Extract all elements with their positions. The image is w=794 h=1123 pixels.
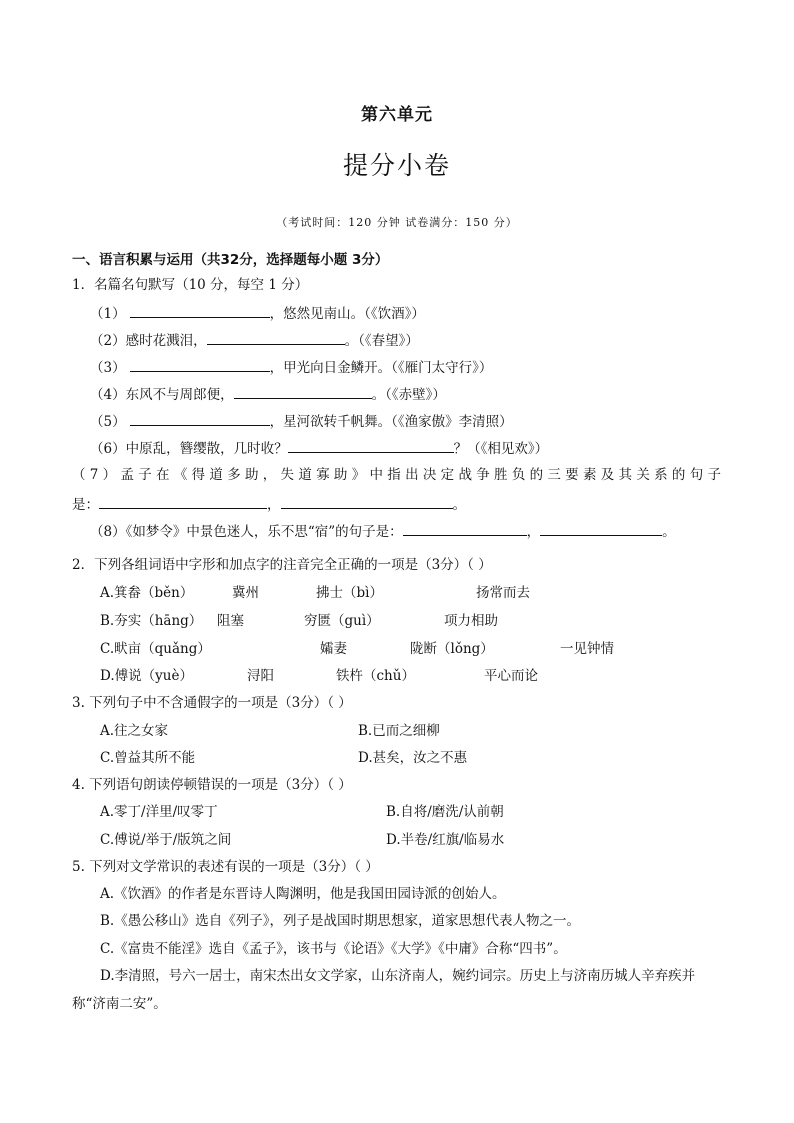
q5-option-a[interactable]: A.《饮酒》的作者是东晋诗人陶渊明，他是我国田园诗派的创始人。	[100, 886, 506, 902]
q2-word: 拂士（bì）	[316, 585, 383, 601]
item-text: 。	[452, 497, 466, 513]
item-text: 是：	[72, 497, 99, 513]
q2-word: 一见钟情	[560, 641, 614, 657]
answer-blank[interactable]	[130, 411, 270, 426]
answer-blank[interactable]	[540, 521, 662, 536]
q4-stem: 4. 下列语句朗读停顿错误的一项是（3分）（ ）	[72, 777, 352, 793]
item-text: （8）《如梦令》中景色迷人，乐不思“宿”的句子是：	[90, 524, 403, 540]
item-number: （5）	[90, 414, 126, 430]
item-text: ，	[267, 497, 281, 513]
answer-blank[interactable]	[130, 357, 270, 372]
q1-stem: 1．名篇名句默写（10 分，每空 1 分）	[72, 277, 309, 293]
q3-option-b[interactable]: B.已而之细柳	[358, 723, 440, 739]
q1-item-5	[90, 411, 513, 431]
q2-word: 阻塞	[217, 613, 244, 629]
item-text: 。	[662, 524, 676, 540]
page-title: 提分小卷	[342, 151, 451, 180]
section-heading: 一、语言积累与运用（共32分，选择题每小题 3分）	[72, 252, 389, 268]
q2-option-d[interactable]: D.傅说（yuè）	[100, 668, 193, 684]
q4-option-d[interactable]: D.半卷/红旗/临易水	[386, 832, 505, 848]
q1-item-1	[90, 303, 425, 323]
item-text: ？（《相见欢》）	[453, 441, 549, 457]
answer-blank[interactable]	[234, 384, 372, 399]
q2-option-c[interactable]: C.畎亩（quǎng）	[100, 641, 211, 657]
item-text: ，	[526, 524, 541, 540]
answer-blank[interactable]	[130, 303, 270, 318]
q2-stem: 2．下列各组词语中字形和加点字的注音完全正确的一项是（3分）（ ）	[72, 557, 492, 573]
item-number: （6）	[90, 441, 126, 457]
q5-option-b[interactable]: B.《愚公移山》选自《列子》，列子是战国时期思想家，道家思想代表人物之一。	[100, 913, 580, 929]
item-number: （2）	[90, 333, 126, 349]
q3-option-a[interactable]: A.往之女家	[100, 723, 169, 739]
unit-title: 第六单元	[361, 105, 433, 125]
q4-option-b[interactable]: B.自将/磨洗/认前朝	[386, 804, 504, 820]
q5-option-d-continued: 称“济南二安”。	[72, 996, 167, 1012]
item-number: （4）	[90, 387, 126, 403]
q4-option-a[interactable]: A.零丁/洋里/叹零丁	[100, 804, 218, 820]
item-text: ，悠然见南山。（《饮酒》）	[269, 306, 425, 322]
q2-word: 穷匮（guì）	[304, 613, 380, 629]
item-text: 。（《赤壁》）	[371, 387, 446, 403]
item-text: ，甲光向日金鳞开。（《雁门太守行》）	[269, 360, 493, 376]
q1-item-8	[90, 521, 676, 541]
item-text: ，星河欲转千帆舞。（《渔家傲》李清照）	[269, 414, 513, 430]
item-text: 东风不与周郎便，	[125, 387, 234, 403]
q3-option-d[interactable]: D.甚矣，汝之不惠	[358, 750, 468, 766]
q5-stem: 5. 下列对文学常识的表述有误的一项是（3分）（ ）	[72, 859, 379, 875]
q2-word: 扬常而去	[476, 585, 530, 601]
q1-item-3	[90, 357, 492, 377]
q2-word: 冀州	[232, 585, 259, 601]
item-number: （1）	[90, 306, 126, 322]
q2-word: 浔阳	[247, 668, 274, 684]
answer-blank[interactable]	[288, 438, 454, 453]
q2-word: 孀妻	[320, 641, 347, 657]
q2-word: 铁杵（chǔ）	[336, 668, 415, 684]
q1-item-4	[90, 384, 446, 404]
item-text: 中原乱，簪缨散，几时收？	[125, 441, 288, 457]
q2-word: 项力相助	[444, 613, 498, 629]
answer-blank[interactable]	[99, 494, 267, 509]
q3-option-c[interactable]: C.曾益其所不能	[100, 750, 196, 766]
q2-word: 平心而论	[484, 668, 538, 684]
q5-option-d[interactable]: D.李清照，号六一居士，南宋杰出女文学家，山东济南人，婉约词宗。历史上与济南历城人辛弃疾并	[100, 968, 696, 984]
item-text: 感时花溅泪，	[125, 333, 207, 349]
q2-option-a[interactable]: A.箕畚（běn）	[100, 585, 194, 601]
answer-blank[interactable]	[281, 494, 453, 509]
answer-blank[interactable]	[403, 521, 527, 536]
exam-info: （考试时间：120 分钟 试卷满分：150 分）	[276, 216, 518, 229]
q4-option-c[interactable]: C.傅说/举于/版筑之间	[100, 832, 232, 848]
item-number: （3）	[90, 360, 126, 376]
q1-item-7-line2	[72, 494, 466, 514]
q1-item-7-line1: （7）孟子在《得道多助，失道寡助》中指出决定战争胜负的三要素及其关系的句子	[72, 467, 722, 483]
q2-option-b[interactable]: B.夯实（hāng）	[100, 613, 203, 629]
q2-word: 陇断（lǒng）	[410, 641, 494, 657]
q1-item-6	[90, 438, 548, 458]
answer-blank[interactable]	[207, 330, 345, 345]
q5-option-c[interactable]: C.《富贵不能淫》选自《孟子》，该书与《论语》《大学》《中庸》合称“四书”。	[100, 941, 567, 957]
q3-stem: 3. 下列句子中不含通假字的一项是（3分）（ ）	[72, 695, 352, 711]
q1-item-2	[90, 330, 419, 350]
item-text: 。（《春望》）	[344, 333, 419, 349]
